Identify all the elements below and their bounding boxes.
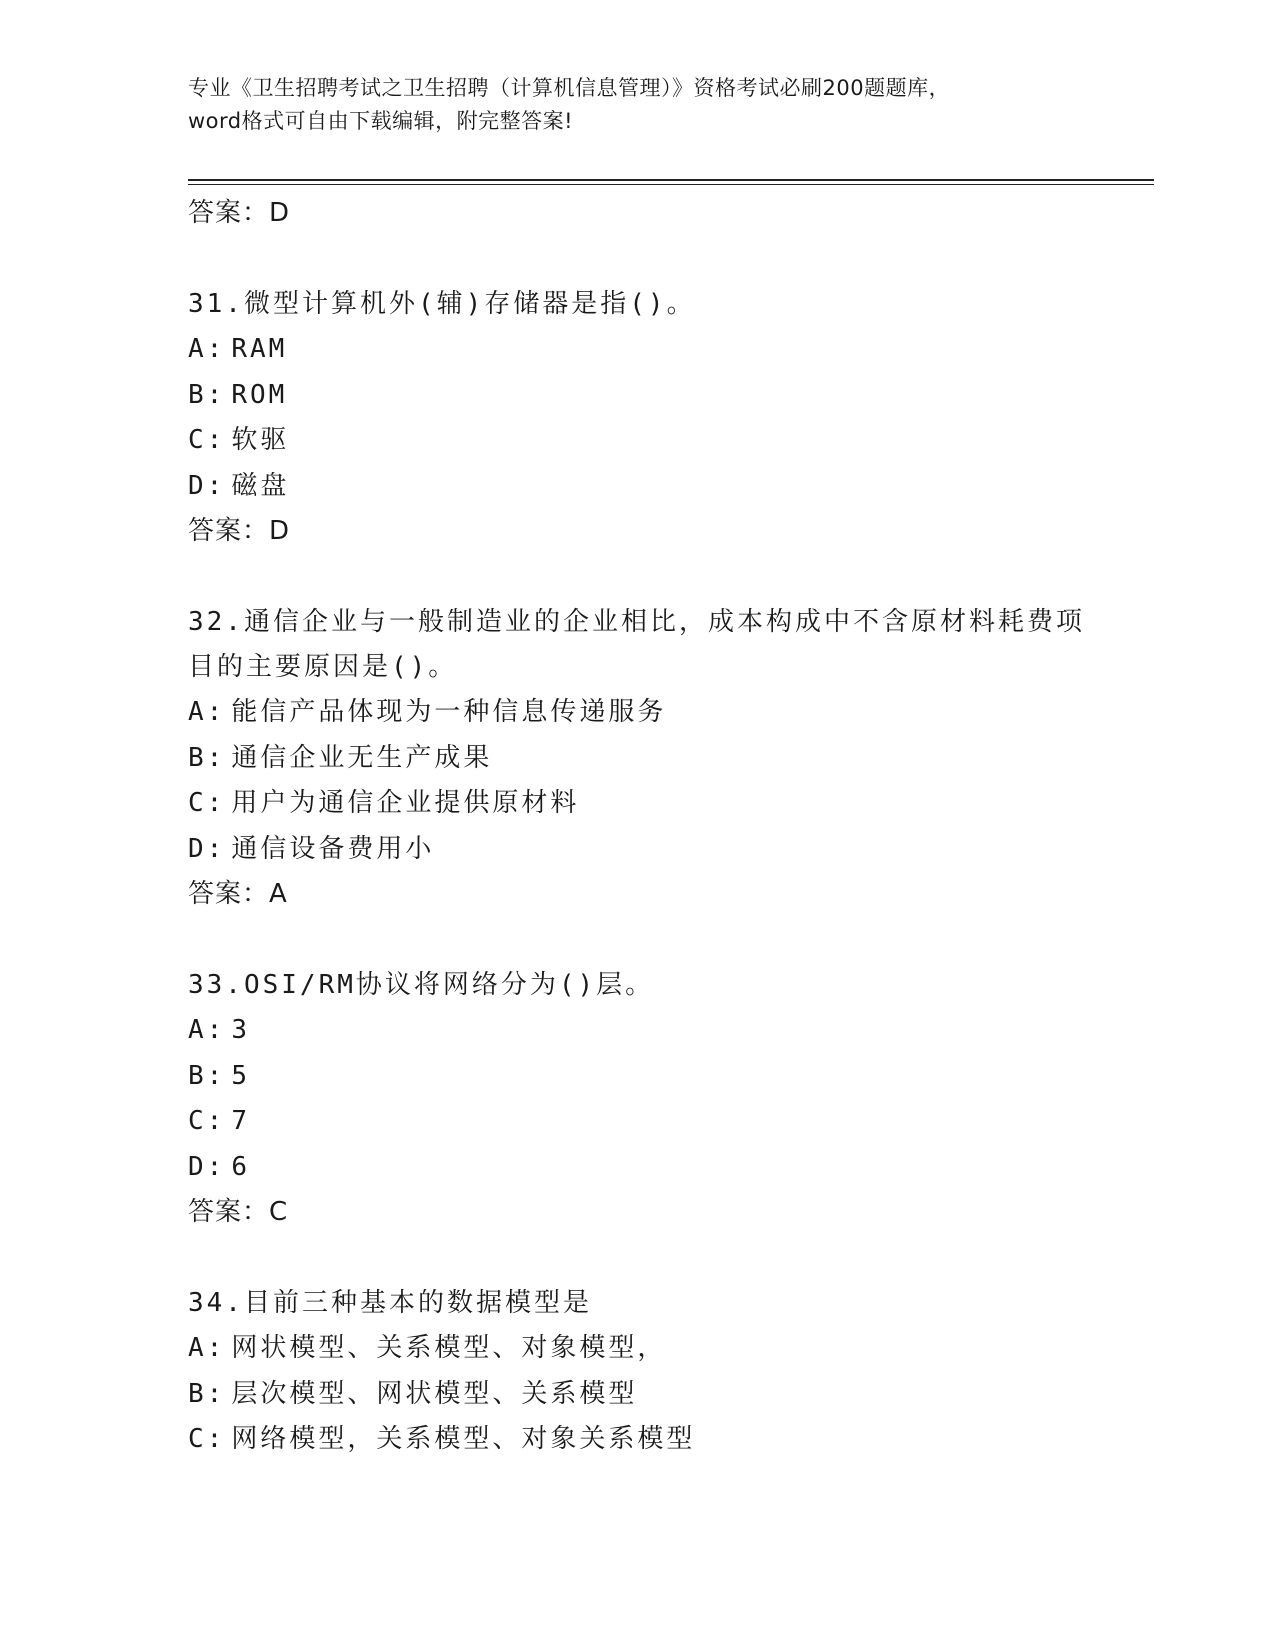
question-32: [188, 600, 1088, 916]
option-d: [188, 827, 1088, 873]
option-text: 7: [231, 1106, 250, 1136]
option-text: 6: [231, 1151, 250, 1182]
option-a: [188, 327, 1088, 373]
option-b: [188, 1054, 1088, 1100]
option-text: 软驱: [231, 425, 290, 455]
question-answer: 答案：D: [188, 516, 291, 546]
option-text: 5: [231, 1060, 250, 1091]
question-stem: 34.目前三种基本的数据模型是: [188, 1288, 592, 1318]
option-letter: A:: [188, 1333, 226, 1363]
question-stem: 31.微型计算机外(辅)存储器是指()。: [188, 289, 696, 319]
option-letter: D:: [188, 833, 226, 864]
option-letter: C:: [188, 788, 226, 818]
option-c: [188, 781, 1088, 827]
question-answer: 答案：A: [188, 879, 288, 909]
option-text: ROM: [231, 379, 288, 410]
question-stem: 32.通信企业与一般制造业的企业相比，成本构成中不含原材料耗费项目的主要原因是()。: [188, 607, 1085, 682]
question-stem: 33.OSI/RM协议将网络分为()层。: [188, 970, 655, 1000]
option-letter: C:: [188, 1424, 226, 1454]
option-letter: C:: [188, 1106, 226, 1136]
option-letter: B:: [188, 379, 226, 410]
option-text: 磁盘: [231, 470, 290, 501]
header-title-line-2: word格式可自由下载编辑，附完整答案!: [188, 109, 574, 133]
option-letter: D:: [188, 1151, 226, 1182]
option-a: [188, 1326, 1088, 1372]
option-letter: B:: [188, 1378, 226, 1409]
option-letter: C:: [188, 425, 226, 455]
question-spacer: [188, 916, 1088, 963]
question-34: [188, 1281, 1088, 1463]
option-text: 用户为通信企业提供原材料: [231, 788, 580, 818]
option-letter: A:: [188, 334, 226, 364]
previous-question-answer: 答案：D: [188, 198, 291, 228]
header-divider-thin: [188, 184, 1154, 185]
question-answer: 答案：C: [188, 1197, 289, 1227]
option-b: [188, 373, 1088, 419]
option-letter: A:: [188, 1015, 226, 1045]
option-a: [188, 690, 1088, 736]
document-header: [188, 72, 1088, 138]
option-text: 3: [231, 1015, 250, 1045]
option-c: [188, 1099, 1088, 1145]
question-31: [188, 282, 1088, 553]
option-d: [188, 1145, 1088, 1191]
option-b: [188, 1372, 1088, 1418]
option-text: 通信企业无生产成果: [231, 742, 493, 773]
option-text: 层次模型、网状模型、关系模型: [231, 1378, 638, 1409]
option-text: 网状模型、关系模型、对象模型，: [231, 1333, 667, 1363]
option-text: 能信产品体现为一种信息传递服务: [231, 697, 667, 727]
question-list: [188, 282, 1088, 1463]
option-text: 网络模型，关系模型、对象关系模型: [231, 1424, 696, 1454]
option-d: [188, 464, 1088, 510]
option-a: [188, 1008, 1088, 1054]
option-c: [188, 1417, 1088, 1463]
option-letter: B:: [188, 742, 226, 773]
option-text: 通信设备费用小: [231, 833, 435, 864]
option-letter: D:: [188, 470, 226, 501]
header-divider-thick: [188, 179, 1154, 181]
option-text: RAM: [231, 334, 288, 364]
option-c: [188, 418, 1088, 464]
question-33: [188, 963, 1088, 1234]
option-letter: B:: [188, 1060, 226, 1091]
header-title-line-1: 专业《卫生招聘考试之卫生招聘（计算机信息管理）》资格考试必刷200题题库，: [188, 76, 951, 100]
question-spacer: [188, 1234, 1088, 1281]
option-letter: A:: [188, 697, 226, 727]
option-b: [188, 736, 1088, 782]
question-spacer: [188, 553, 1088, 600]
